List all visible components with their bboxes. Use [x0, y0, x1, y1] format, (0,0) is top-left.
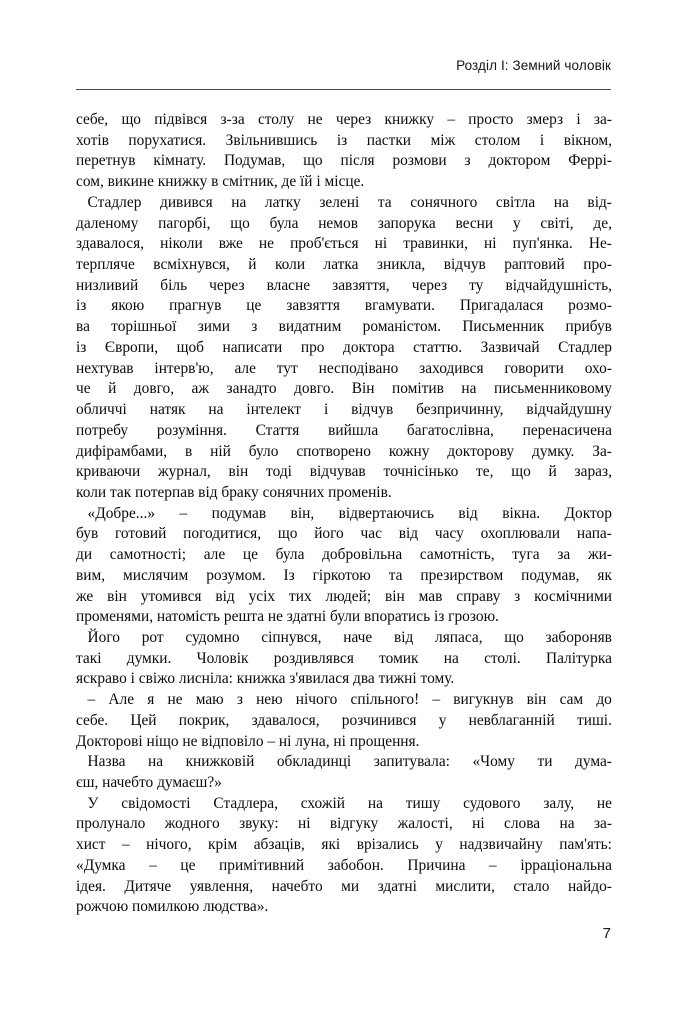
text-line: променями, натомість решта не здатні були впоратись із грозою. [76, 608, 499, 626]
text-line: дифірамбами, в ній було спотворено кожну докторову думку. За- [76, 442, 612, 460]
text-line: обличчі натяк на інтелект і відчув безпричинну, відчайдушну [76, 401, 612, 419]
text-line: яскраво і свіжо лисніла: книжка з'явилася два тижні тому. [76, 670, 455, 688]
text-line: рожчою помилкою людства». [76, 898, 269, 916]
paragraph [76, 628, 612, 690]
paragraph [76, 752, 612, 793]
text-line: хист – нічого, крім абзаців, які врізались у надзвичайну пам'ять: [76, 836, 612, 854]
paragraph [76, 794, 612, 918]
text-line: був готовий погодитися, що його час від часу охоплювали напа- [76, 525, 612, 543]
text-line: хотів порухатися. Звільнившись із пастки між столом і вікном, [76, 131, 612, 149]
text-line: – Але я не маю з нею нічого спільного! – вигукнув він сам до [76, 691, 612, 709]
text-line: Його рот судомно сіпнувся, наче від ляпаса, що забороняв [76, 628, 612, 646]
text-line: Докторові ніщо не відповіло – ні луна, ні прощення. [76, 732, 420, 750]
text-line: перетнув кімнату. Подумав, що після розмови з доктором Феррі- [76, 152, 612, 170]
running-header: Розділ I: Земний чоловік [456, 58, 611, 73]
text-line: вим, мислячим розумом. Із гіркотою та презирством подумав, як [76, 566, 612, 584]
text-line: Стадлер дивився на латку зелені та сонячного світла на від- [76, 193, 612, 211]
text-line: єш, начебто думаєш?» [76, 774, 222, 791]
paragraph [76, 504, 612, 628]
text-line: ди самотності; але це була добровільна самотність, туга за жи- [76, 546, 612, 564]
text-line: пролунало жодного звуку: ні відгуку жалості, ні слова на за- [76, 815, 612, 833]
text-line: ідея. Дитяче уявлення, начебто ми здатні мислити, стало найдо- [76, 877, 612, 895]
text-line: здавалося, ніколи вже не проб'ється ні травинки, ні пуп'янка. Не- [76, 235, 612, 253]
text-line: потребу розуміння. Стаття вийшла багатослівна, перенасичена [76, 421, 612, 439]
text-line: себе. Цей покрик, здавалося, розчинився у невблаганній тиші. [76, 711, 612, 729]
header-rule [76, 89, 611, 90]
text-line: «Думка – це примітивний забобон. Причина – ірраціональна [76, 856, 612, 874]
text-line: із якою прагнув це завзяття вгамувати. Пригадалася розмо- [76, 297, 612, 315]
text-line: із Європи, щоб написати про доктора статтю. Зазвичай Стадлер [76, 338, 612, 356]
text-line: низливий біль через власне завзяття, через ту відчайдушність, [76, 276, 612, 294]
paragraph [76, 690, 612, 752]
text-line: криваючи журнал, він тоді відчував точнісінько те, що й зараз, [76, 463, 612, 481]
text-line: сом, викине книжку в смітник, де їй і місце. [76, 173, 365, 191]
text-line: такі думки. Чоловік роздивлявся томик на столі. Палітурка [76, 649, 612, 667]
text-line: нехтував інтерв'ю, але тут несподівано заходився говорити охо- [76, 359, 612, 377]
paragraph [76, 193, 612, 504]
text-line: «Добре...» – подумав він, відвертаючись від вікна. Доктор [76, 504, 612, 522]
text-line: У свідомості Стадлера, схожій на тишу судового залу, не [76, 794, 612, 812]
text-line: че й довго, аж занадто довго. Він помітив на письменниковому [76, 380, 612, 398]
text-line: терпляче всміхнувся, й коли латка зникла, відчув раптовий про- [76, 256, 612, 274]
text-line: даленому пагорбі, що була немов запорука весни у світі, де, [76, 214, 612, 232]
body-text-block [76, 110, 612, 918]
text-line: себе, що підвівся з-за столу не через книжку – просто змерз і за- [76, 111, 612, 128]
page-number: 7 [602, 925, 611, 942]
paragraph [76, 110, 612, 193]
text-line: же він утомився від усіх тих людей; він мав справу з космічними [76, 587, 612, 605]
text-line: ва торішньої зими з видатним романістом. Письменник прибув [76, 318, 612, 336]
text-line: Назва на книжковій обкладинці запитувала: «Чому ти дума- [76, 753, 612, 771]
text-line: коли так потерпав від браку сонячних променів. [76, 483, 392, 501]
